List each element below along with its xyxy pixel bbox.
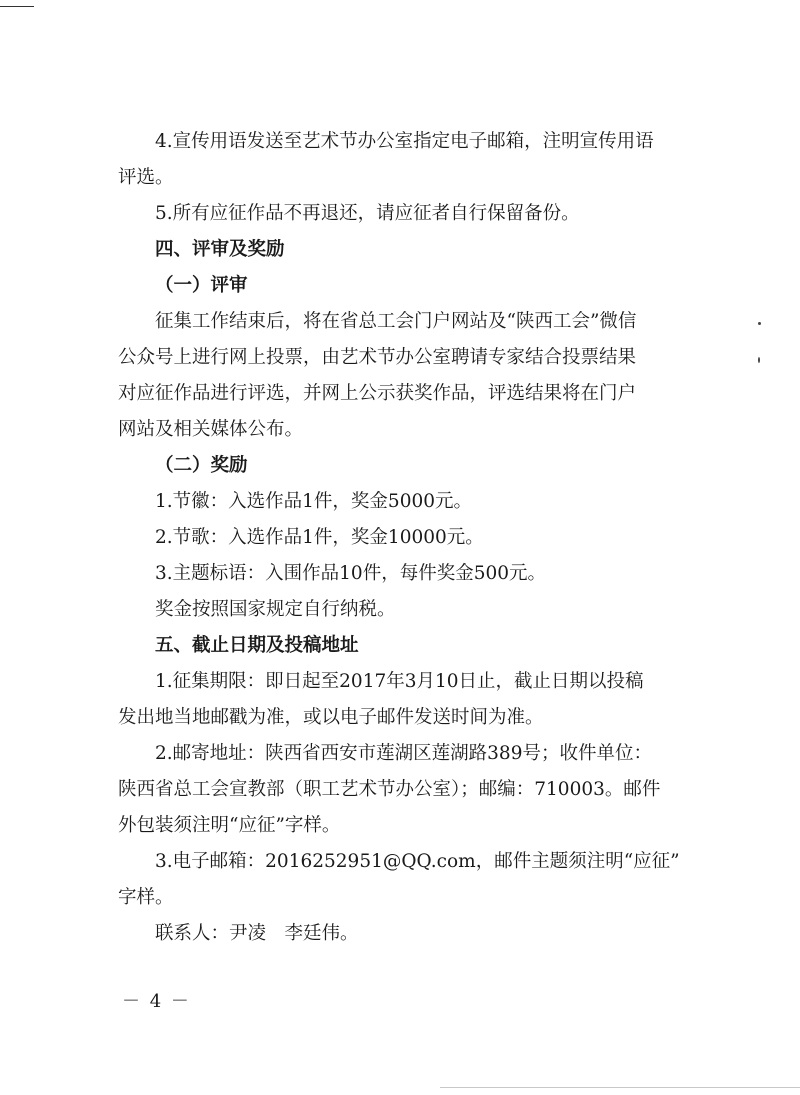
paragraph <box>118 484 718 520</box>
paragraph <box>118 844 718 916</box>
text-line: 1.征集期限：即日起至2017年3月10日止，截止日期以投稿 <box>155 671 644 692</box>
corner-scan-mark <box>0 6 34 7</box>
text-line: 公众号上进行网上投票，由艺术节办公室聘请专家结合投票结果 <box>118 347 637 368</box>
margin-dot <box>758 322 761 325</box>
paragraph <box>118 916 718 952</box>
text-line: （一）评审 <box>155 275 248 296</box>
text-line: 字样。 <box>118 887 174 908</box>
subsection-heading <box>118 448 718 484</box>
section-heading <box>118 232 718 268</box>
text-line: 陕西省总工会宣教部（职工艺术节办公室）；邮编：710003。邮件 <box>118 779 661 800</box>
paragraph <box>118 664 718 736</box>
paragraph <box>118 520 718 556</box>
text-line: 2.邮寄地址：陕西省西安市莲湖区莲湖路389号；收件单位： <box>155 743 652 764</box>
text-line: 网站及相关媒体公布。 <box>118 419 304 440</box>
text-line: 评选。 <box>118 167 174 188</box>
text-line: 3.电子邮箱：2016252951@QQ.com，邮件主题须注明“应征” <box>155 851 680 872</box>
document-body <box>118 124 718 952</box>
text-line: 对应征作品进行评选，并网上公示获奖作品，评选结果将在门户 <box>118 383 637 404</box>
text-line: 发出地当地邮戳为准，或以电子邮件发送时间为准。 <box>118 707 544 728</box>
text-line: 外包装须注明“应征”字样。 <box>118 815 341 836</box>
text-line: 奖金按照国家规定自行纳税。 <box>155 599 396 620</box>
text-line: 1.节徽：入选作品1件，奖金5000元。 <box>155 491 473 512</box>
text-line: 五、截止日期及投稿地址 <box>155 635 359 656</box>
text-line: 3.主题标语：入围作品10件，每件奖金500元。 <box>155 563 547 584</box>
paragraph <box>118 304 718 448</box>
text-line: 2.节歌：入选作品1件，奖金10000元。 <box>155 527 484 548</box>
text-line: 4.宣传用语发送至艺术节办公室指定电子邮箱，注明宣传用语 <box>155 131 654 152</box>
text-line: 5.所有应征作品不再退还，请应征者自行保留备份。 <box>155 203 580 224</box>
paragraph <box>118 736 718 844</box>
paragraph <box>118 196 718 232</box>
paragraph <box>118 556 718 592</box>
text-line: 四、评审及奖励 <box>155 239 285 260</box>
subsection-heading <box>118 268 718 304</box>
text-line: （二）奖励 <box>155 455 248 476</box>
page-number: － 4 － <box>122 991 191 1012</box>
paragraph <box>118 592 718 628</box>
text-line: 联系人：尹凌 李廷伟。 <box>155 923 359 944</box>
bottom-scan-edge <box>440 1087 800 1088</box>
margin-dot <box>758 357 760 363</box>
paragraph <box>118 124 718 196</box>
text-line: 征集工作结束后，将在省总工会门户网站及“陕西工会”微信 <box>155 311 637 332</box>
section-heading <box>118 628 718 664</box>
